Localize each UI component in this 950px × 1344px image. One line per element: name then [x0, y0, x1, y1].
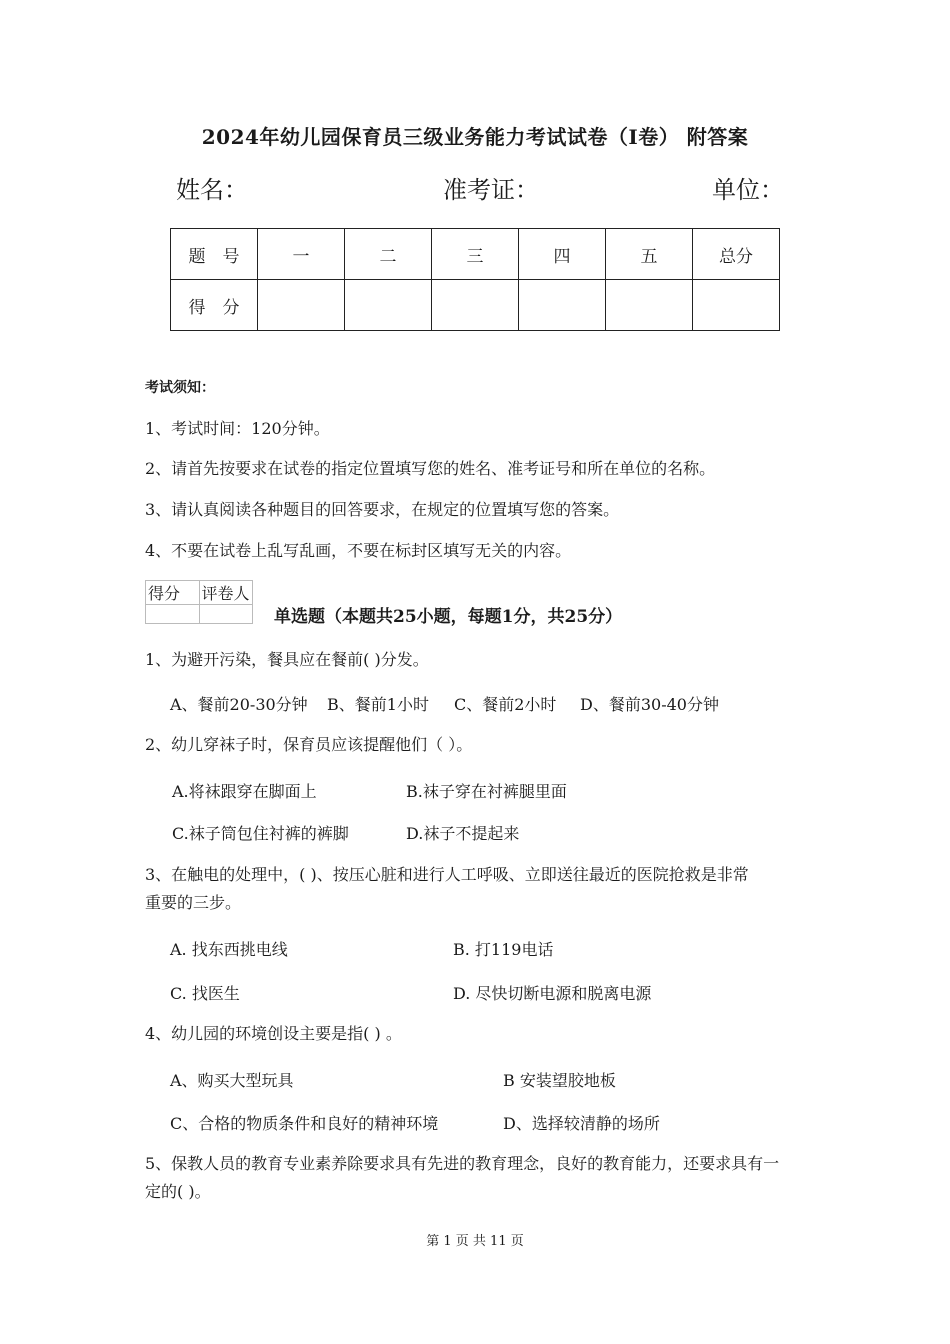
- question-stem-continued: 定的( )。: [145, 1182, 211, 1201]
- question-option: A、餐前20-30分钟: [170, 695, 308, 714]
- question-stem: 5、保教人员的教育专业素养除要求具有先进的教育理念，良好的教育能力，还要求具有一: [145, 1154, 780, 1173]
- notice-item: 4、不要在试卷上乱写乱画，不要在标封区填写无关的内容。: [145, 541, 572, 560]
- question-stem: 1、为避开污染，餐具应在餐前( )分发。: [145, 650, 429, 669]
- question-option: B. 打119电话: [453, 940, 554, 959]
- question-option: C、合格的物质条件和良好的精神环境: [170, 1114, 439, 1133]
- score-table-header-cell: 三: [432, 229, 519, 280]
- name-label: 姓名：: [176, 176, 248, 204]
- question-option: D、餐前30-40分钟: [580, 695, 719, 714]
- score-table-header-cell: 一: [258, 229, 345, 280]
- question-option: D、选择较清静的场所: [503, 1114, 660, 1133]
- notice-item: 3、请认真阅读各种题目的回答要求，在规定的位置填写您的答案。: [145, 500, 620, 519]
- question-stem-continued: 重要的三步。: [145, 893, 242, 912]
- score-cell[interactable]: [606, 280, 693, 331]
- score-table-header-row: [171, 229, 780, 280]
- question-stem: 4、幼儿园的环境创设主要是指( ) 。: [145, 1024, 402, 1043]
- question-stem: 3、在触电的处理中，( )、按压心脏和进行人工呼吸、立即送往最近的医院抢救是非常: [145, 865, 749, 884]
- question-option: A、购买大型玩具: [170, 1071, 294, 1090]
- score-cell[interactable]: [519, 280, 606, 331]
- question-option: D. 尽快切断电源和脱离电源: [453, 984, 652, 1003]
- notice-heading: 考试须知：: [145, 380, 215, 396]
- question-option: B.袜子穿在衬裤腿里面: [406, 782, 567, 801]
- score-table-header-cell: 题 号: [171, 229, 258, 280]
- score-table-header-cell: 四: [519, 229, 606, 280]
- score-table-score-row: [171, 280, 780, 331]
- score-table: [170, 228, 780, 331]
- question-option: C、餐前2小时: [454, 695, 557, 714]
- question-option: B 安装望胶地板: [503, 1071, 616, 1090]
- question-option: A.将袜跟穿在脚面上: [172, 782, 317, 801]
- score-row-label: 得 分: [171, 280, 258, 331]
- score-cell[interactable]: [258, 280, 345, 331]
- score-cell[interactable]: [432, 280, 519, 331]
- grader-box-score-label: 得分: [146, 581, 200, 605]
- question-option: D.袜子不提起来: [406, 824, 520, 843]
- section-title: 单选题（本题共25小题，每题1分，共25分）: [274, 607, 623, 627]
- grader-box-grader-cell[interactable]: [199, 605, 253, 624]
- score-table-header-cell: 五: [606, 229, 693, 280]
- grader-box-grader-label: 评卷人: [199, 581, 253, 605]
- question-option: B、餐前1小时: [327, 695, 429, 714]
- score-cell[interactable]: [345, 280, 432, 331]
- score-cell[interactable]: [693, 280, 780, 331]
- unit-label: 单位：: [712, 176, 784, 204]
- score-table-header-cell: 总分: [693, 229, 780, 280]
- grader-box: [145, 580, 253, 624]
- score-table-header-cell: 二: [345, 229, 432, 280]
- page-title: 2024年幼儿园保育员三级业务能力考试试卷（I卷） 附答案: [201, 125, 749, 149]
- notice-item: 1、考试时间：120分钟。: [145, 419, 330, 438]
- page-footer: 第 1 页 共 11 页: [426, 1234, 524, 1249]
- question-option: A. 找东西挑电线: [170, 940, 288, 959]
- grader-box-score-cell[interactable]: [146, 605, 200, 624]
- question-stem: 2、幼儿穿袜子时，保育员应该提醒他们（ ）。: [145, 735, 473, 754]
- exam-id-label: 准考证：: [443, 176, 539, 204]
- question-option: C.袜子筒包住衬裤的裤脚: [172, 824, 349, 843]
- notice-item: 2、请首先按要求在试卷的指定位置填写您的姓名、准考证号和所在单位的名称。: [145, 459, 716, 478]
- question-option: C. 找医生: [170, 984, 240, 1003]
